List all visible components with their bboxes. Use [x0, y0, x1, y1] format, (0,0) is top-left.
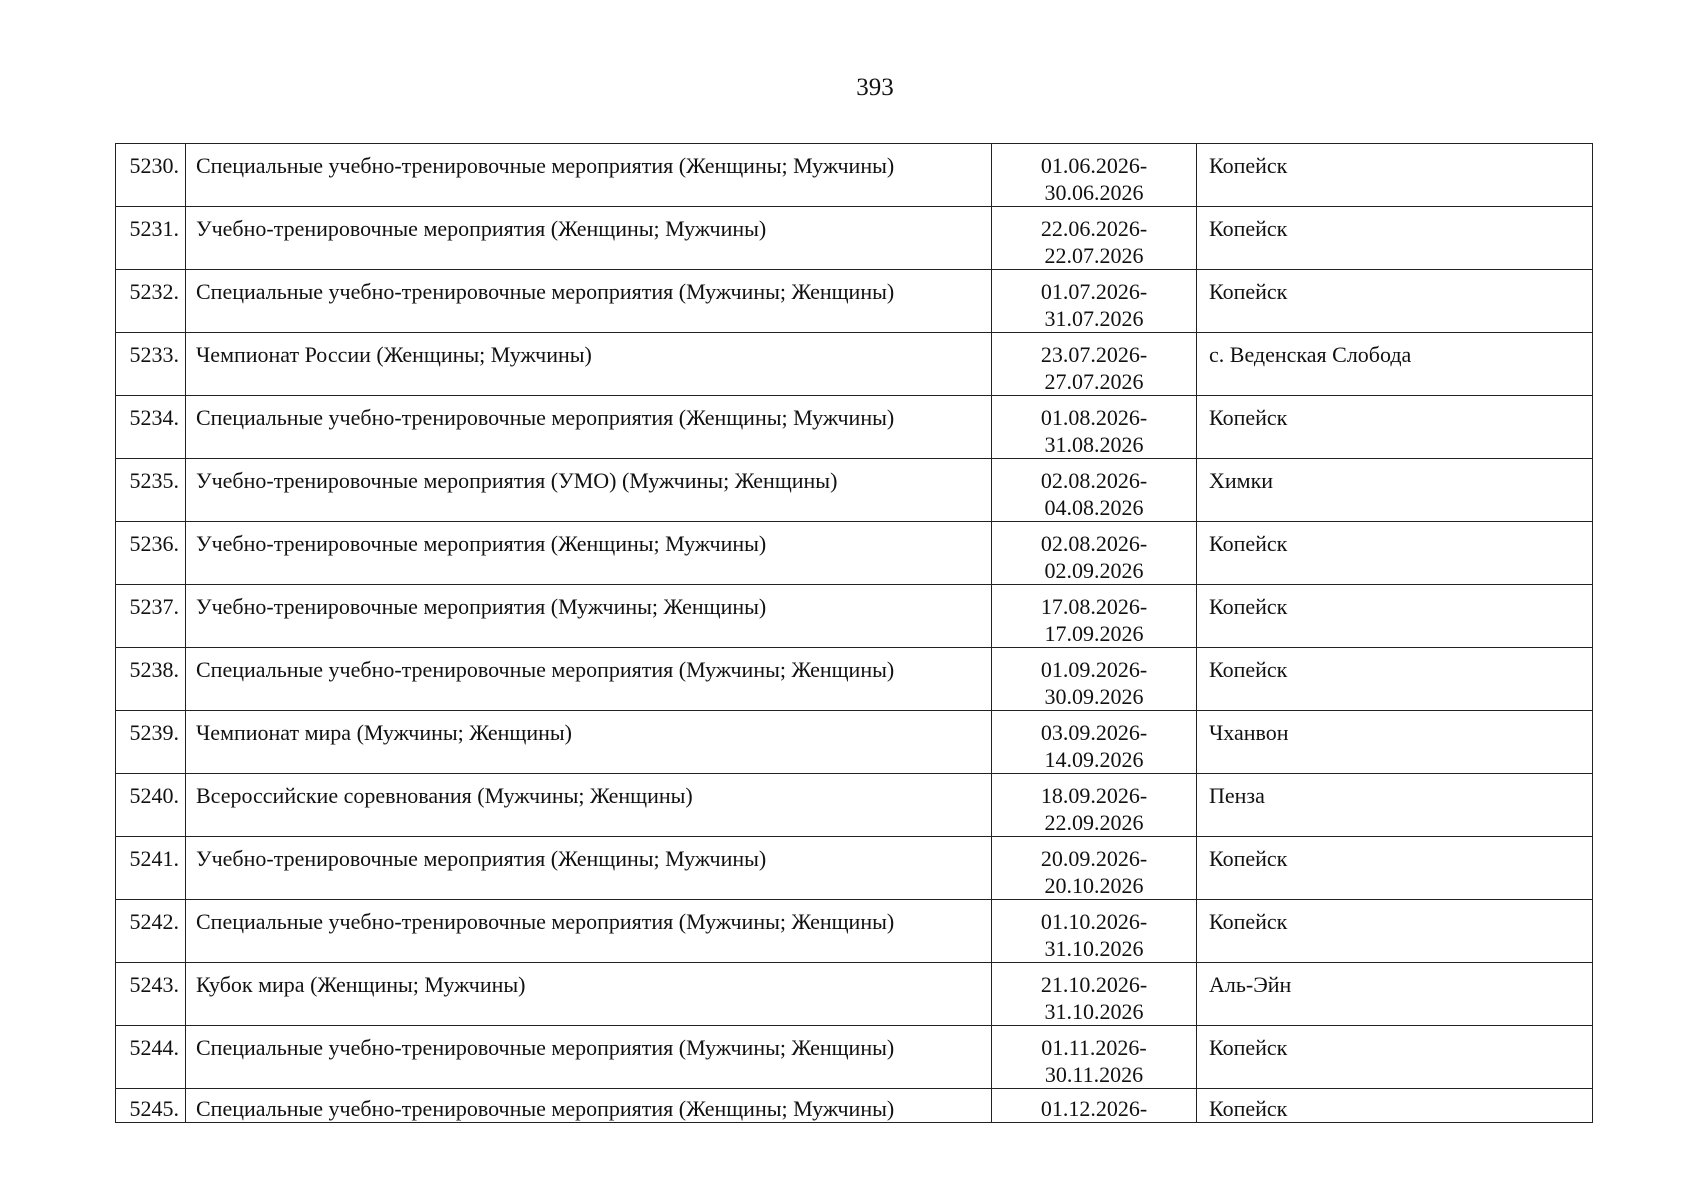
- date-start: 02.08.2026-: [1040, 531, 1148, 556]
- event-name: Специальные учебно-тренировочные мероприятия (Женщины; Мужчины): [186, 1089, 992, 1123]
- event-location: Чханвон: [1197, 711, 1593, 774]
- row-number: 5240.: [116, 774, 186, 837]
- row-number: 5234.: [116, 396, 186, 459]
- event-location: Копейск: [1197, 207, 1593, 270]
- event-name: Учебно-тренировочные мероприятия (УМО) (Мужчины; Женщины): [186, 459, 992, 522]
- table-row: [116, 333, 1593, 396]
- event-name: Учебно-тренировочные мероприятия (Женщины; Мужчины): [186, 837, 992, 900]
- date-start: 03.09.2026-: [1040, 720, 1148, 745]
- table-row: [116, 522, 1593, 585]
- event-dates: [992, 207, 1197, 270]
- event-name: Учебно-тренировочные мероприятия (Женщины; Мужчины): [186, 522, 992, 585]
- date-start: 23.07.2026-: [1040, 342, 1148, 367]
- table-row: [116, 837, 1593, 900]
- table-row: [116, 585, 1593, 648]
- event-location: Копейск: [1197, 837, 1593, 900]
- event-name: Специальные учебно-тренировочные мероприятия (Женщины; Мужчины): [186, 396, 992, 459]
- event-dates: [992, 459, 1197, 522]
- table-row: [116, 648, 1593, 711]
- event-dates: [992, 648, 1197, 711]
- row-number: 5233.: [116, 333, 186, 396]
- event-dates: [992, 1026, 1197, 1089]
- event-name: Специальные учебно-тренировочные мероприятия (Мужчины; Женщины): [186, 270, 992, 333]
- date-end: 31.08.2026: [1044, 432, 1144, 457]
- date-end: 02.09.2026: [1044, 558, 1144, 583]
- event-dates: [992, 774, 1197, 837]
- row-number: 5231.: [116, 207, 186, 270]
- date-end: 31.10.2026: [1044, 936, 1144, 961]
- date-start: 01.12.2026-: [1040, 1096, 1148, 1121]
- date-end: 31.10.2026: [1044, 999, 1144, 1024]
- event-name: Специальные учебно-тренировочные мероприятия (Мужчины; Женщины): [186, 648, 992, 711]
- event-dates: [992, 585, 1197, 648]
- event-name: Учебно-тренировочные мероприятия (Женщины; Мужчины): [186, 207, 992, 270]
- date-start: 18.09.2026-: [1040, 783, 1148, 808]
- event-dates: [992, 1089, 1197, 1123]
- row-number: 5238.: [116, 648, 186, 711]
- table-row: [116, 963, 1593, 1026]
- event-location: Химки: [1197, 459, 1593, 522]
- event-dates: [992, 711, 1197, 774]
- event-dates: [992, 900, 1197, 963]
- event-dates: [992, 333, 1197, 396]
- event-name: Всероссийские соревнования (Мужчины; Женщины): [186, 774, 992, 837]
- page-number: 393: [856, 74, 894, 101]
- date-end: 17.09.2026: [1044, 621, 1144, 646]
- date-end: 22.09.2026: [1044, 810, 1144, 835]
- table-row: [116, 207, 1593, 270]
- date-start: 02.08.2026-: [1040, 468, 1148, 493]
- table-row: [116, 144, 1593, 207]
- row-number: 5232.: [116, 270, 186, 333]
- event-name: Чемпионат России (Женщины; Мужчины): [186, 333, 992, 396]
- event-dates: [992, 837, 1197, 900]
- table-row: [116, 711, 1593, 774]
- date-end: 31.07.2026: [1044, 306, 1144, 331]
- table-row: [116, 1026, 1593, 1089]
- date-end: 22.07.2026: [1044, 243, 1144, 268]
- table-row: [116, 459, 1593, 522]
- date-start: 22.06.2026-: [1040, 216, 1148, 241]
- row-number: 5245.: [116, 1089, 186, 1123]
- date-end: 20.10.2026: [1044, 873, 1144, 898]
- event-location: Копейск: [1197, 1089, 1593, 1123]
- row-number: 5239.: [116, 711, 186, 774]
- event-location: Копейск: [1197, 270, 1593, 333]
- date-start: 01.10.2026-: [1040, 909, 1148, 934]
- event-name: Чемпионат мира (Мужчины; Женщины): [186, 711, 992, 774]
- event-dates: [992, 522, 1197, 585]
- events-table: [115, 143, 1593, 1123]
- date-end: 14.09.2026: [1044, 747, 1144, 772]
- table-row: [116, 900, 1593, 963]
- date-start: 01.11.2026-: [1041, 1035, 1147, 1060]
- date-start: 01.06.2026-: [1040, 153, 1148, 178]
- date-start: 01.07.2026-: [1040, 279, 1148, 304]
- date-end: 30.06.2026: [1044, 180, 1144, 205]
- event-location: Копейск: [1197, 522, 1593, 585]
- table-row: [116, 1089, 1593, 1123]
- table-row: [116, 396, 1593, 459]
- table-row: [116, 270, 1593, 333]
- event-location: Копейск: [1197, 396, 1593, 459]
- date-end: 30.11.2026: [1044, 1062, 1144, 1087]
- row-number: 5241.: [116, 837, 186, 900]
- event-dates: [992, 963, 1197, 1026]
- row-number: 5237.: [116, 585, 186, 648]
- event-name: Кубок мира (Женщины; Мужчины): [186, 963, 992, 1026]
- event-name: Специальные учебно-тренировочные мероприятия (Мужчины; Женщины): [186, 900, 992, 963]
- date-start: 01.08.2026-: [1040, 405, 1148, 430]
- row-number: 5242.: [116, 900, 186, 963]
- row-number: 5230.: [116, 144, 186, 207]
- event-location: Копейск: [1197, 585, 1593, 648]
- date-start: 20.09.2026-: [1040, 846, 1148, 871]
- events-table-body: [116, 144, 1593, 1123]
- event-name: Учебно-тренировочные мероприятия (Мужчины; Женщины): [186, 585, 992, 648]
- event-location: Пенза: [1197, 774, 1593, 837]
- event-location: Копейск: [1197, 900, 1593, 963]
- event-dates: [992, 144, 1197, 207]
- table-row: [116, 774, 1593, 837]
- event-location: Копейск: [1197, 1026, 1593, 1089]
- event-location: Аль-Эйн: [1197, 963, 1593, 1026]
- row-number: 5235.: [116, 459, 186, 522]
- date-start: 17.08.2026-: [1040, 594, 1148, 619]
- row-number: 5244.: [116, 1026, 186, 1089]
- row-number: 5236.: [116, 522, 186, 585]
- event-dates: [992, 396, 1197, 459]
- date-start: 21.10.2026-: [1040, 972, 1148, 997]
- date-start: 01.09.2026-: [1040, 657, 1148, 682]
- event-location: с. Веденская Слобода: [1197, 333, 1593, 396]
- row-number: 5243.: [116, 963, 186, 1026]
- event-location: Копейск: [1197, 648, 1593, 711]
- event-name: Специальные учебно-тренировочные мероприятия (Мужчины; Женщины): [186, 1026, 992, 1089]
- date-end: 27.07.2026: [1044, 369, 1144, 394]
- date-end: 04.08.2026: [1044, 495, 1144, 520]
- event-location: Копейск: [1197, 144, 1593, 207]
- event-name: Специальные учебно-тренировочные мероприятия (Женщины; Мужчины): [186, 144, 992, 207]
- event-dates: [992, 270, 1197, 333]
- date-end: 30.09.2026: [1044, 684, 1144, 709]
